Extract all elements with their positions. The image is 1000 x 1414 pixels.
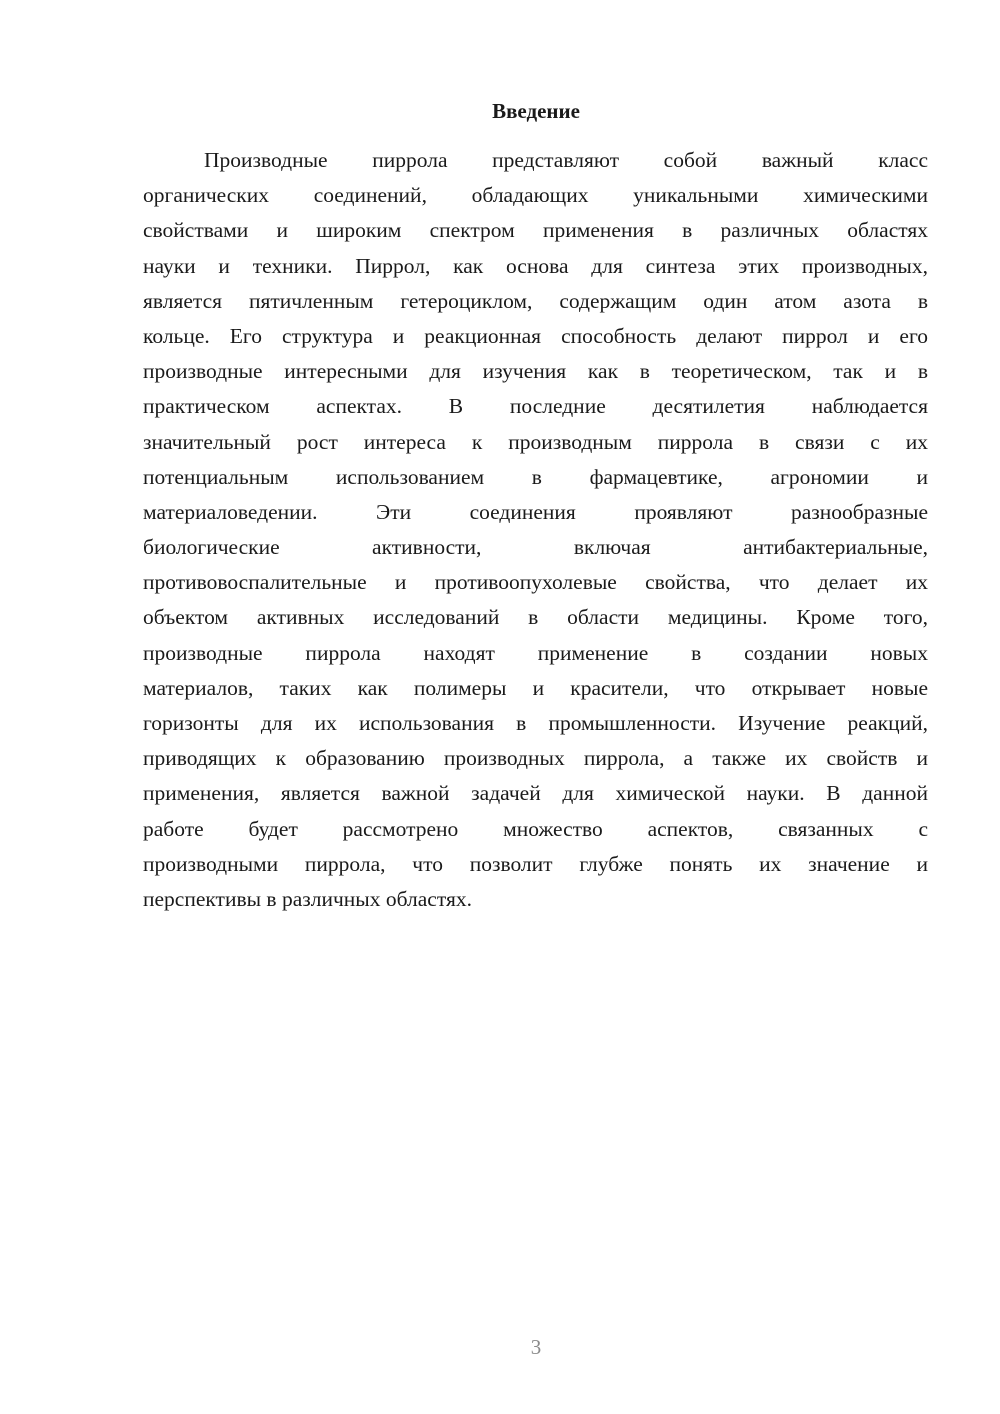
paragraph-line: применения, является важной задачей для химической науки. В данной [143, 781, 928, 806]
paragraph-line: приводящих к образованию производных пиррола, а также их свойств и [143, 746, 928, 771]
paragraph-line: перспективы в различных областях. [143, 886, 472, 911]
paragraph-line: работе будет рассмотрено множество аспектов, связанных с [143, 816, 928, 841]
paragraph-line: объектом активных исследований в области медицины. Кроме того, [143, 605, 928, 630]
introduction-paragraph [143, 143, 928, 917]
paragraph-line: науки и техники. Пиррол, как основа для синтеза этих производных, [143, 253, 928, 278]
paragraph-line: производными пиррола, что позволит глубже понять их значение и [143, 851, 928, 876]
page-number: 3 [530, 1335, 542, 1359]
paragraph-line: свойствами и широким спектром применения в различных областях [143, 218, 928, 243]
paragraph-line: производные пиррола находят применение в создании новых [143, 640, 928, 665]
paragraph-line: потенциальным использованием в фармацевтике, агрономии и [143, 464, 928, 489]
paragraph-line: органических соединений, обладающих уникальными химическими [143, 183, 928, 208]
paragraph-line: горизонты для их использования в промышленности. Изучение реакций, [143, 711, 928, 735]
paragraph-line: является пятичленным гетероциклом, содержащим один атом азота в [143, 288, 928, 313]
paragraph-line: материалов, таких как полимеры и красители, что открывает новые [143, 675, 928, 700]
paragraph-line: биологические активности, включая антибактериальные, [143, 535, 928, 560]
paragraph-line: кольце. Его структура и реакционная способность делают пиррол и его [143, 323, 928, 348]
paragraph-line: значительный рост интереса к производным пиррола в связи с их [143, 429, 928, 454]
paragraph-line: Производные пиррола представляют собой важный класс [204, 148, 928, 172]
paragraph-line: противовоспалительные и противоопухолевые свойства, что делает их [143, 570, 928, 595]
paragraph-line: материаловедении. Эти соединения проявляют разнообразные [143, 499, 928, 524]
paragraph-line: практическом аспектах. В последние десятилетия наблюдается [143, 394, 928, 419]
paragraph-line: производные интересными для изучения как в теоретическом, так и в [143, 359, 928, 384]
section-heading: Введение [492, 99, 580, 123]
